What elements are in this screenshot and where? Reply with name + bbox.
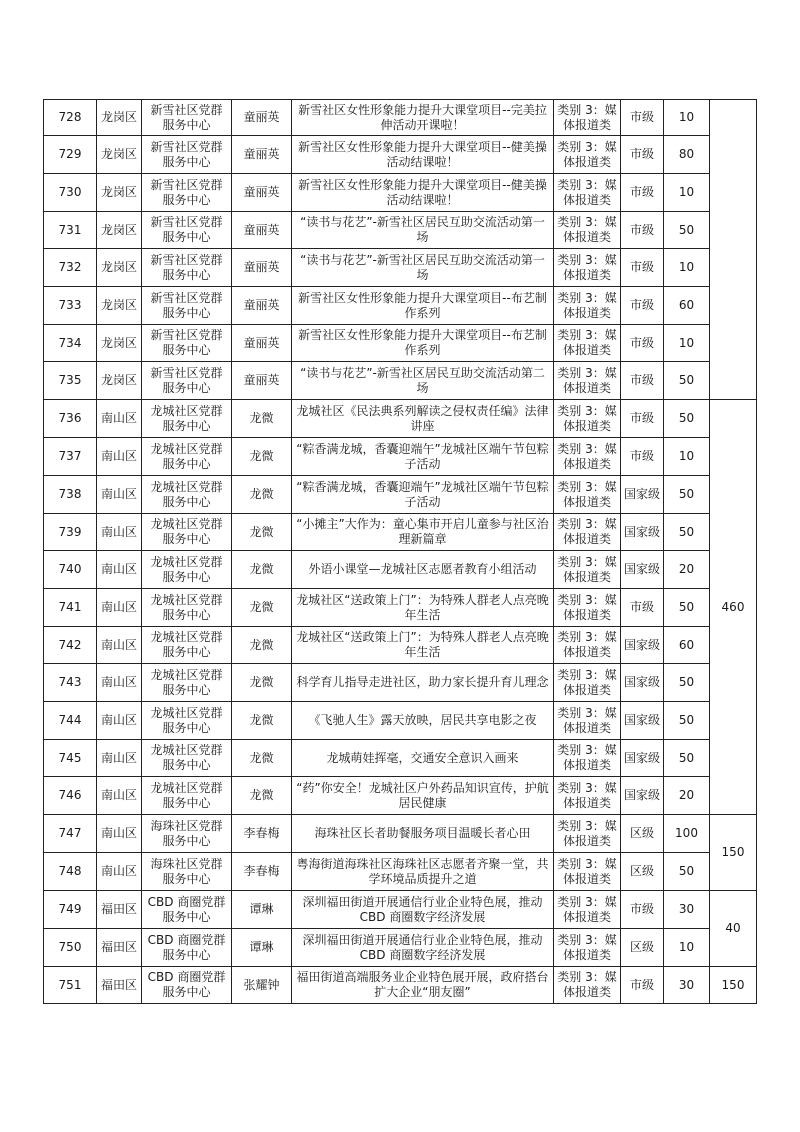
- level-cell: 市级: [621, 100, 664, 136]
- organization-cell: 龙城社区党群服务中心: [142, 551, 232, 589]
- organization-cell: 新雪社区党群服务中心: [142, 100, 232, 136]
- row-number: 737: [44, 438, 97, 476]
- district-cell: 福田区: [97, 891, 142, 929]
- score-cell: 50: [664, 664, 710, 702]
- person-cell: 龙微: [232, 438, 292, 476]
- category-cell: 类别 3：媒体报道类: [554, 174, 621, 212]
- district-cell: 南山区: [97, 664, 142, 702]
- category-cell: 类别 3：媒体报道类: [554, 287, 621, 325]
- organization-cell: 龙城社区党群服务中心: [142, 589, 232, 627]
- organization-cell: 新雪社区党群服务中心: [142, 287, 232, 325]
- table-row: [44, 287, 757, 325]
- category-cell: 类别 3：媒体报道类: [554, 777, 621, 815]
- score-cell: 100: [664, 815, 710, 853]
- title-cell: 海珠社区长者助餐服务项目温暖长者心田: [292, 815, 554, 853]
- title-cell: “读书与花艺”-新雪社区居民互助交流活动第一场: [292, 249, 554, 287]
- district-cell: 南山区: [97, 740, 142, 777]
- title-cell: 龙城社区《民法典系列解读之侵权责任编》法律讲座: [292, 400, 554, 438]
- row-number: 729: [44, 136, 97, 174]
- category-cell: 类别 3：媒体报道类: [554, 438, 621, 476]
- organization-cell: 龙城社区党群服务中心: [142, 514, 232, 551]
- category-cell: 类别 3：媒体报道类: [554, 400, 621, 438]
- score-cell: 10: [664, 249, 710, 287]
- row-number: 740: [44, 551, 97, 589]
- category-cell: 类别 3：媒体报道类: [554, 551, 621, 589]
- score-cell: 50: [664, 212, 710, 249]
- category-cell: 类别 3：媒体报道类: [554, 362, 621, 400]
- row-number: 748: [44, 853, 97, 891]
- row-number: 746: [44, 777, 97, 815]
- person-cell: 龙微: [232, 589, 292, 627]
- organization-cell: 龙城社区党群服务中心: [142, 664, 232, 702]
- table-row: [44, 476, 757, 514]
- person-cell: 童丽英: [232, 325, 292, 362]
- category-cell: 类别 3：媒体报道类: [554, 249, 621, 287]
- level-cell: 国家级: [621, 514, 664, 551]
- category-cell: 类别 3：媒体报道类: [554, 212, 621, 249]
- row-number: 749: [44, 891, 97, 929]
- row-number: 736: [44, 400, 97, 438]
- table-row: [44, 740, 757, 777]
- category-cell: 类别 3：媒体报道类: [554, 967, 621, 1004]
- organization-cell: 新雪社区党群服务中心: [142, 325, 232, 362]
- title-cell: 粤海街道海珠社区海珠社区志愿者齐聚一堂，共学环境品质提升之道: [292, 853, 554, 891]
- district-cell: 南山区: [97, 777, 142, 815]
- level-cell: 市级: [621, 287, 664, 325]
- person-cell: 龙微: [232, 514, 292, 551]
- level-cell: 市级: [621, 136, 664, 174]
- category-cell: 类别 3：媒体报道类: [554, 627, 621, 664]
- group-total-cell: 150: [710, 967, 757, 1004]
- district-cell: 南山区: [97, 476, 142, 514]
- row-number: 733: [44, 287, 97, 325]
- title-cell: “读书与花艺”-新雪社区居民互助交流活动第一场: [292, 212, 554, 249]
- district-cell: 龙岗区: [97, 212, 142, 249]
- title-cell: 福田街道高端服务业企业特色展开展，政府搭台扩大企业“朋友圈”: [292, 967, 554, 1004]
- score-cell: 20: [664, 777, 710, 815]
- row-number: 750: [44, 929, 97, 967]
- title-cell: 龙城社区“送政策上门”：为特殊人群老人点亮晚年生活: [292, 589, 554, 627]
- row-number: 738: [44, 476, 97, 514]
- person-cell: 李春梅: [232, 853, 292, 891]
- table-row: [44, 249, 757, 287]
- district-cell: 南山区: [97, 702, 142, 740]
- person-cell: 谭琳: [232, 891, 292, 929]
- row-number: 743: [44, 664, 97, 702]
- title-cell: 新雪社区女性形象能力提升大课堂项目--完美拉伸活动开课啦！: [292, 100, 554, 136]
- score-cell: 50: [664, 702, 710, 740]
- table-body: [44, 100, 757, 1004]
- district-cell: 龙岗区: [97, 362, 142, 400]
- level-cell: 市级: [621, 212, 664, 249]
- district-cell: 南山区: [97, 853, 142, 891]
- table-row: [44, 514, 757, 551]
- district-cell: 龙岗区: [97, 325, 142, 362]
- category-cell: 类别 3：媒体报道类: [554, 514, 621, 551]
- table-row: [44, 664, 757, 702]
- score-cell: 50: [664, 740, 710, 777]
- level-cell: 市级: [621, 891, 664, 929]
- organization-cell: 新雪社区党群服务中心: [142, 362, 232, 400]
- organization-cell: 龙城社区党群服务中心: [142, 740, 232, 777]
- title-cell: 科学育儿指导走进社区，助力家长提升育儿理念: [292, 664, 554, 702]
- district-cell: 南山区: [97, 400, 142, 438]
- row-number: 751: [44, 967, 97, 1004]
- person-cell: 龙微: [232, 664, 292, 702]
- category-cell: 类别 3：媒体报道类: [554, 476, 621, 514]
- level-cell: 市级: [621, 325, 664, 362]
- title-cell: “小摊主”大作为：童心集市开启儿童参与社区治理新篇章: [292, 514, 554, 551]
- category-cell: 类别 3：媒体报道类: [554, 100, 621, 136]
- category-cell: 类别 3：媒体报道类: [554, 853, 621, 891]
- level-cell: 市级: [621, 438, 664, 476]
- table-row: [44, 100, 757, 136]
- title-cell: “药”你安全！龙城社区户外药品知识宣传，护航居民健康: [292, 777, 554, 815]
- table-row: [44, 136, 757, 174]
- table-row: [44, 853, 757, 891]
- category-cell: 类别 3：媒体报道类: [554, 702, 621, 740]
- score-cell: 50: [664, 853, 710, 891]
- district-cell: 龙岗区: [97, 100, 142, 136]
- score-cell: 30: [664, 967, 710, 1004]
- level-cell: 国家级: [621, 702, 664, 740]
- person-cell: 龙微: [232, 551, 292, 589]
- score-cell: 60: [664, 627, 710, 664]
- row-number: 731: [44, 212, 97, 249]
- organization-cell: 海珠社区党群服务中心: [142, 853, 232, 891]
- title-cell: “粽香满龙城，香囊迎端午”龙城社区端午节包粽子活动: [292, 476, 554, 514]
- person-cell: 龙微: [232, 476, 292, 514]
- category-cell: 类别 3：媒体报道类: [554, 589, 621, 627]
- organization-cell: 海珠社区党群服务中心: [142, 815, 232, 853]
- district-cell: 南山区: [97, 589, 142, 627]
- score-cell: 50: [664, 362, 710, 400]
- level-cell: 市级: [621, 400, 664, 438]
- row-number: 744: [44, 702, 97, 740]
- score-cell: 10: [664, 438, 710, 476]
- level-cell: 区级: [621, 815, 664, 853]
- row-number: 741: [44, 589, 97, 627]
- person-cell: 童丽英: [232, 212, 292, 249]
- level-cell: 国家级: [621, 476, 664, 514]
- level-cell: 市级: [621, 589, 664, 627]
- row-number: 734: [44, 325, 97, 362]
- group-total-cell: 150: [710, 815, 757, 891]
- person-cell: 龙微: [232, 702, 292, 740]
- organization-cell: 龙城社区党群服务中心: [142, 400, 232, 438]
- group-total-cell: [710, 100, 757, 400]
- row-number: 735: [44, 362, 97, 400]
- table-row: [44, 174, 757, 212]
- table-row: [44, 929, 757, 967]
- title-cell: “读书与花艺”-新雪社区居民互助交流活动第二场: [292, 362, 554, 400]
- level-cell: 国家级: [621, 627, 664, 664]
- title-cell: 深圳福田街道开展通信行业企业特色展，推动CBD 商圈数字经济发展: [292, 929, 554, 967]
- district-cell: 福田区: [97, 967, 142, 1004]
- row-number: 730: [44, 174, 97, 212]
- score-cell: 30: [664, 891, 710, 929]
- score-cell: 80: [664, 136, 710, 174]
- score-cell: 60: [664, 287, 710, 325]
- person-cell: 张耀钟: [232, 967, 292, 1004]
- score-cell: 50: [664, 476, 710, 514]
- organization-cell: 龙城社区党群服务中心: [142, 702, 232, 740]
- score-cell: 50: [664, 400, 710, 438]
- title-cell: 新雪社区女性形象能力提升大课堂项目--布艺制作系列: [292, 287, 554, 325]
- level-cell: 市级: [621, 967, 664, 1004]
- table-row: [44, 589, 757, 627]
- row-number: 745: [44, 740, 97, 777]
- category-cell: 类别 3：媒体报道类: [554, 815, 621, 853]
- score-cell: 20: [664, 551, 710, 589]
- level-cell: 区级: [621, 853, 664, 891]
- title-cell: 龙城社区“送政策上门”：为特殊人群老人点亮晚年生活: [292, 627, 554, 664]
- table-row: [44, 967, 757, 1004]
- category-cell: 类别 3：媒体报道类: [554, 740, 621, 777]
- organization-cell: 新雪社区党群服务中心: [142, 212, 232, 249]
- group-total-cell: 460: [710, 400, 757, 815]
- score-cell: 50: [664, 589, 710, 627]
- person-cell: 龙微: [232, 740, 292, 777]
- district-cell: 南山区: [97, 627, 142, 664]
- score-cell: 10: [664, 174, 710, 212]
- district-cell: 福田区: [97, 929, 142, 967]
- district-cell: 南山区: [97, 438, 142, 476]
- table-row: [44, 551, 757, 589]
- category-cell: 类别 3：媒体报道类: [554, 891, 621, 929]
- row-number: 728: [44, 100, 97, 136]
- district-cell: 南山区: [97, 815, 142, 853]
- group-total-cell: 40: [710, 891, 757, 967]
- organization-cell: 新雪社区党群服务中心: [142, 136, 232, 174]
- table-row: [44, 627, 757, 664]
- level-cell: 市级: [621, 249, 664, 287]
- table-row: [44, 325, 757, 362]
- person-cell: 童丽英: [232, 136, 292, 174]
- district-cell: 龙岗区: [97, 174, 142, 212]
- table-row: [44, 400, 757, 438]
- level-cell: 国家级: [621, 740, 664, 777]
- level-cell: 国家级: [621, 664, 664, 702]
- level-cell: 市级: [621, 174, 664, 212]
- table-row: [44, 362, 757, 400]
- score-cell: 50: [664, 514, 710, 551]
- organization-cell: 龙城社区党群服务中心: [142, 438, 232, 476]
- table-row: [44, 815, 757, 853]
- district-cell: 龙岗区: [97, 249, 142, 287]
- person-cell: 龙微: [232, 400, 292, 438]
- organization-cell: 新雪社区党群服务中心: [142, 174, 232, 212]
- person-cell: 谭琳: [232, 929, 292, 967]
- district-cell: 南山区: [97, 551, 142, 589]
- title-cell: 深圳福田街道开展通信行业企业特色展，推动CBD 商圈数字经济发展: [292, 891, 554, 929]
- title-cell: 新雪社区女性形象能力提升大课堂项目--健美操活动结课啦！: [292, 174, 554, 212]
- organization-cell: 龙城社区党群服务中心: [142, 777, 232, 815]
- records-table: [43, 99, 757, 1004]
- organization-cell: CBD 商圈党群服务中心: [142, 967, 232, 1004]
- row-number: 732: [44, 249, 97, 287]
- category-cell: 类别 3：媒体报道类: [554, 325, 621, 362]
- category-cell: 类别 3：媒体报道类: [554, 664, 621, 702]
- person-cell: 童丽英: [232, 287, 292, 325]
- row-number: 747: [44, 815, 97, 853]
- level-cell: 市级: [621, 362, 664, 400]
- person-cell: 童丽英: [232, 362, 292, 400]
- district-cell: 南山区: [97, 514, 142, 551]
- title-cell: 新雪社区女性形象能力提升大课堂项目--健美操活动结课啦！: [292, 136, 554, 174]
- person-cell: 龙微: [232, 627, 292, 664]
- score-cell: 10: [664, 929, 710, 967]
- title-cell: 《飞驰人生》露天放映，居民共享电影之夜: [292, 702, 554, 740]
- level-cell: 国家级: [621, 551, 664, 589]
- person-cell: 李春梅: [232, 815, 292, 853]
- district-cell: 龙岗区: [97, 287, 142, 325]
- organization-cell: 龙城社区党群服务中心: [142, 476, 232, 514]
- table-row: [44, 702, 757, 740]
- organization-cell: CBD 商圈党群服务中心: [142, 891, 232, 929]
- person-cell: 童丽英: [232, 100, 292, 136]
- title-cell: 新雪社区女性形象能力提升大课堂项目--布艺制作系列: [292, 325, 554, 362]
- organization-cell: CBD 商圈党群服务中心: [142, 929, 232, 967]
- row-number: 742: [44, 627, 97, 664]
- table-row: [44, 891, 757, 929]
- level-cell: 区级: [621, 929, 664, 967]
- category-cell: 类别 3：媒体报道类: [554, 136, 621, 174]
- row-number: 739: [44, 514, 97, 551]
- category-cell: 类别 3：媒体报道类: [554, 929, 621, 967]
- organization-cell: 新雪社区党群服务中心: [142, 249, 232, 287]
- organization-cell: 龙城社区党群服务中心: [142, 627, 232, 664]
- table-row: [44, 777, 757, 815]
- title-cell: “粽香满龙城，香囊迎端午”龙城社区端午节包粽子活动: [292, 438, 554, 476]
- level-cell: 国家级: [621, 777, 664, 815]
- title-cell: 龙城萌娃挥毫，交通安全意识入画来: [292, 740, 554, 777]
- table-row: [44, 438, 757, 476]
- person-cell: 龙微: [232, 777, 292, 815]
- table-row: [44, 212, 757, 249]
- score-cell: 10: [664, 100, 710, 136]
- person-cell: 童丽英: [232, 174, 292, 212]
- title-cell: 外语小课堂—龙城社区志愿者教育小组活动: [292, 551, 554, 589]
- person-cell: 童丽英: [232, 249, 292, 287]
- district-cell: 龙岗区: [97, 136, 142, 174]
- score-cell: 10: [664, 325, 710, 362]
